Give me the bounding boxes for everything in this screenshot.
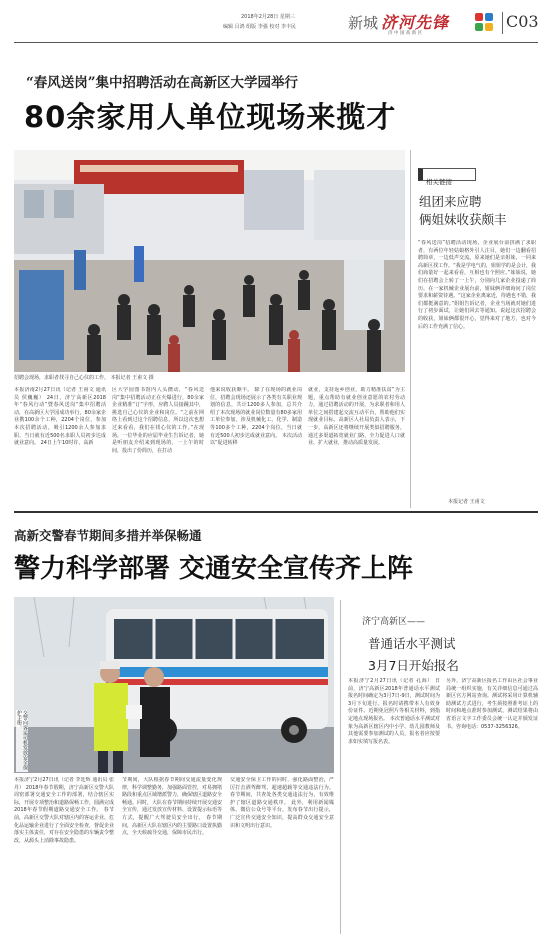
header-rule	[14, 42, 538, 43]
story2-photo-caption	[16, 710, 28, 772]
sidebar2-body-col1: 本报济宁2月27日讯（记者 孔海） 日前，济宁高新区2018年普通话水平测试报名时间确定为3月7日-9日，测试时间为3月下旬进行。报名时请携带本人有效身份证件、近期免冠照片等相关材料，到指定地点现场报名。 本次普通话水平测试对象为高新区辖区内中小学、幼儿园教师及其他需要参加测试的人员，报名者应按要求如实填写报名表。	[348, 678, 440, 745]
brand-tagline: 济 中 国 高 新 区	[388, 31, 423, 36]
brand-logo: 济河先锋	[381, 13, 450, 32]
section-name: 新城	[348, 14, 379, 32]
issue-date: 2018年2月28日 星期三	[241, 14, 295, 20]
sidebar2-tag: 济宁高新区——	[362, 617, 426, 627]
story1-body-col1: 本报济南2月27日讯（记者 王甫文 通讯员 侯巍巍） 24日，济宁高新区2018年“春风行动”暨春风送岗“集中招聘活动，在高新区大学园成功举行，80余家企业携100余个工种，2204个岗位，参加本次招聘活动，吸引1200余人参加求职，当日就有近500名求职人员初步达成就业意向。 24日上午10时许，高新	[14, 387, 106, 447]
page-number: C03	[506, 12, 539, 31]
editor-credits: 编辑 吕鸿 组版 李强 校对 李丰民	[223, 24, 296, 30]
traffic-police-photo	[14, 597, 334, 773]
sidebar2-divider	[340, 600, 341, 934]
sidebar1-tag	[418, 168, 476, 186]
sidebar1-byline: 本报记者 王甫文	[448, 499, 485, 505]
sidebar1-tag-label: 相关链接	[426, 178, 452, 186]
masthead	[0, 0, 550, 44]
sidebar1-headline-2: 俩姐妹收获颇丰	[419, 212, 507, 227]
story1-headline: 80余家用人单位现场来揽才	[24, 100, 397, 134]
section-rule	[14, 511, 538, 513]
sidebar1-divider	[410, 150, 411, 508]
job-fair-photo	[14, 150, 405, 372]
story1-kicker: “春风送岗”集中招聘活动在高新区大学园举行	[26, 75, 299, 91]
story2-body-col2: 节期间，大队根据春节期间交通流量变化规律，科学调整勤务，加强路面管控，对易拥堵路段和重点区域增派警力，确保辖区道路安全畅通。同时，大队在春节期间持续开展交通安全宣传，通过发放宣传材料、设置提示标语等方式，提醒广大驾驶员安全出行。 春节期间，高新区大队在辖区内的主要路口设置执勤点，全天候疏导交通，保障市民出行。	[122, 777, 222, 837]
story1-body-col3: 他来说收获颇丰。 除了在现场的就业岗位，招聘会现场还展示了各类有关职业规划的信息，共计1200多人参加，总共介绍了本次现场的就业岗位数量有80多家用工单位参加，涉及机械化工、化学、制造等100多个工种，2204个岗位，当日就有近500人初步达成就业意向。 本次活动以“促进转移	[210, 387, 302, 447]
story1-body-col4: 就业，支持返乡创业，助力精准扶贫”为主题，重点帮助有就业创业意愿的农村劳动力，通过招聘活动的开展，为求职者和用人单位之间搭建起交流互动平台，帮助他们实现就业目标。高新区人社局负责人表示，下一步，高新区还将继续开展类似招聘服务，通过多渠道拓宽就业门路，全力促进人口就业、扩大就业，推动高质量发展。	[308, 387, 405, 447]
brand-emblem-icon	[474, 12, 494, 32]
sidebar2-headline-1: 普通话水平测试	[368, 636, 456, 651]
sidebar1-headline-1: 组团来应聘	[419, 194, 482, 209]
sidebar2-headline-2: 3月7日开始报名	[368, 658, 459, 673]
sidebar1-body: “春风送岗”招聘活动现场，企业展台前挤满了求职者，有两位年轻姑娘格外引人注目，她们一边翻看招聘简章，一边低声交流。原来她们是亲姐妹，一同来高新区找工作。“我是学电气的，姐姐学的是会计，我们商量好一起来看看，互相也有个照应。”妹妹说，她们在招聘会上转了一上午，分别向几家企业投递了简历。在一家机械企业展台前，姐妹俩详细询问了岗位要求和薪资待遇。“这家企业离家近，待遇也不错，我们都挺满意的。”姐姐告诉记者，企业当场就对她们进行了初步面试，让她们回去等通知。说起这次招聘会的收获，姐妹俩都很开心，觉得来对了地方，也对今后的工作充满了信心。	[418, 240, 536, 330]
story1-body-col2: 区大学园图书馆内人头攒动，“春风送岗”集中招聘活动正在火爆进行，80余家企业精准“订”字形，应聘人员接踵其中，挑选自己心仪的企业和岗位。“之前在网络上看到过这个招聘信息，所以这次也想过来看看，我们在找心仪的工作。”在现场，一位毕业的应届毕业生告诉记者，她是听朋友介绍来到现场的，一上午的时间，投出了份简历，在打动	[112, 387, 204, 454]
sidebar2-body-col2: 另外，济宁高新区报名工作由区社会事业局统一组织实施，有关详细信息可通过高新区官方网站查询。测试将采用计算机辅助测试方式进行，考生须按照准考证上的时间和地点准时参加测试，测试结果将由省语言文字工作委员会统一认定并颁发证书。咨询电话：0537-3256326。	[446, 678, 538, 730]
story2-body-col1: 本报济宁2月27日讯（记者 李廷辉 通讯员 张丹） 2018年春节假期，济宁高新区交警大队周密部署交通安全工作的部署，结合辖区实际，开展专项整治和道路保畅工作，圆满完成2018年春节假期道路交通安全工作。 春节前，高新区交警大队对辖区内的客运企业、危化品运输企业进行了全面安全检查，督促企业落实主体责任，对存在安全隐患的车辆责令整改，从源头上消除事故隐患。	[14, 777, 114, 844]
header-divider	[502, 12, 503, 34]
story2-kicker: 高新交警春节期间多措并举保畅通	[14, 528, 202, 543]
story2-headline: 警力科学部署 交通安全宣传齐上阵	[14, 554, 414, 584]
story1-photo-caption: 招聘会现场，求职者找寻自己心仪的工作。 本报记者 王甫文 摄	[14, 375, 154, 381]
story2-body-col3: 交通安全保卫工作的同时，强化路面整治，严厉打击酒驾醉驾、超速超载等交通违法行为。春节期间，共查处各类交通违法行为，有效维护了辖区道路交通秩序。 此外，利用新闻媒体、微信公众号等平台，发布春节出行提示，广泛宣传交通安全知识，提高群众交通安全意识和文明出行意识。	[230, 777, 334, 829]
story2-photo-caption-text: 交警向客运司机发放安全保护手册。	[16, 710, 28, 770]
